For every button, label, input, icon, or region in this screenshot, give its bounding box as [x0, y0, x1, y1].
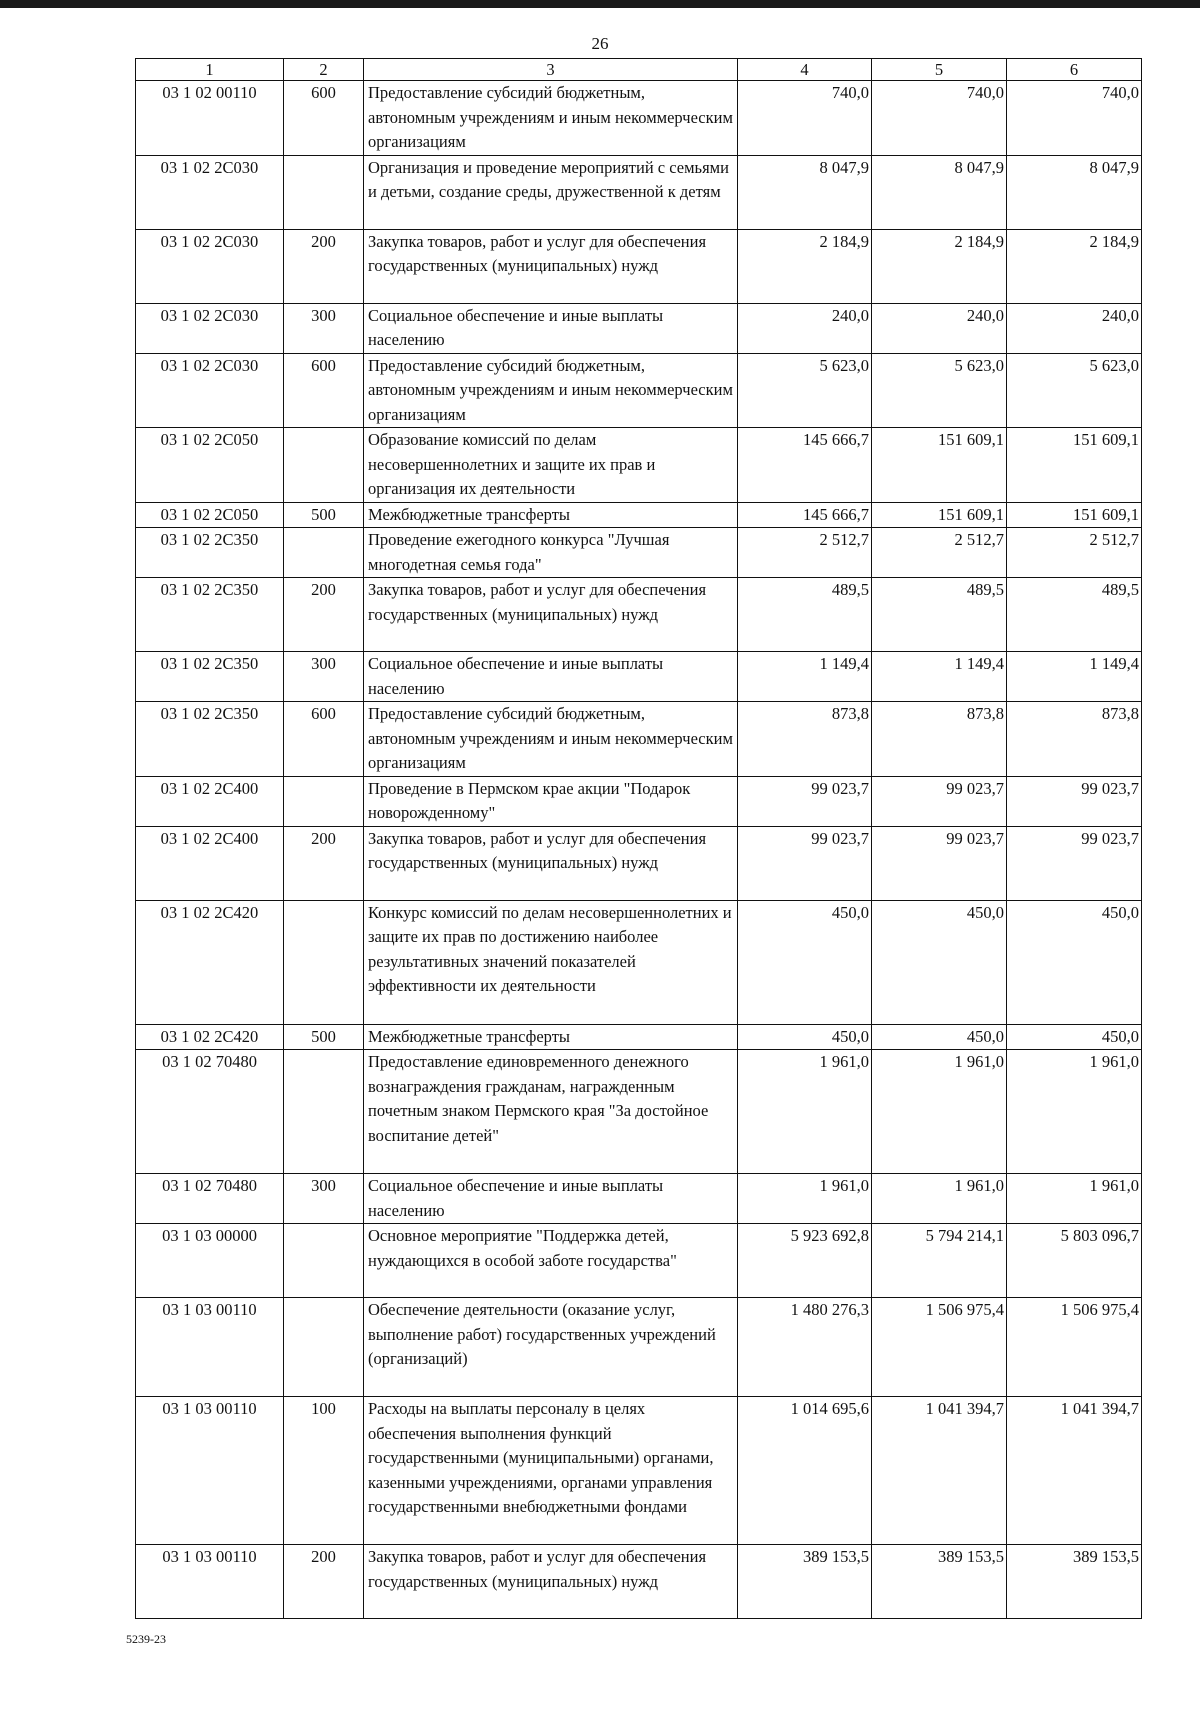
cell-expense-type: 100 [284, 1397, 364, 1545]
cell-code: 03 1 02 2С350 [136, 652, 284, 702]
table-row [136, 428, 1142, 503]
cell-code: 03 1 02 70480 [136, 1174, 284, 1224]
cell-expense-type: 500 [284, 502, 364, 528]
cell-value-col5: 240,0 [872, 303, 1007, 353]
table-row [136, 702, 1142, 777]
cell-value-col5: 5 623,0 [872, 353, 1007, 428]
cell-value-col4: 99 023,7 [738, 826, 872, 900]
cell-code: 03 1 02 2С030 [136, 229, 284, 303]
cell-value-col6: 2 512,7 [1007, 528, 1142, 578]
table-row [136, 578, 1142, 652]
table-row [136, 1545, 1142, 1619]
cell-code: 03 1 03 00110 [136, 1298, 284, 1397]
scan-edge [0, 0, 1200, 8]
cell-expense-type [284, 776, 364, 826]
table-row [136, 502, 1142, 528]
cell-value-col4: 489,5 [738, 578, 872, 652]
table-row [136, 1024, 1142, 1050]
cell-value-col5: 740,0 [872, 81, 1007, 156]
cell-value-col4: 1 014 695,6 [738, 1397, 872, 1545]
cell-name: Предоставление субсидий бюджетным, автономным учреждениям и иным некоммерческим организациям [364, 353, 738, 428]
table-row [136, 303, 1142, 353]
cell-name: Социальное обеспечение и иные выплаты населению [364, 303, 738, 353]
header-col-5: 5 [872, 59, 1007, 81]
cell-name: Образование комиссий по делам несовершеннолетних и защите их прав и организация их деятельности [364, 428, 738, 503]
cell-name: Межбюджетные трансферты [364, 1024, 738, 1050]
cell-value-col5: 99 023,7 [872, 826, 1007, 900]
cell-value-col4: 450,0 [738, 900, 872, 1024]
cell-expense-type [284, 528, 364, 578]
cell-code: 03 1 02 70480 [136, 1050, 284, 1174]
cell-code: 03 1 02 2С050 [136, 428, 284, 503]
cell-name: Закупка товаров, работ и услуг для обеспечения государственных (муниципальных) нужд [364, 826, 738, 900]
cell-value-col6: 8 047,9 [1007, 155, 1142, 229]
cell-expense-type: 200 [284, 578, 364, 652]
cell-expense-type: 300 [284, 1174, 364, 1224]
table-row [136, 1050, 1142, 1174]
cell-code: 03 1 02 2С030 [136, 303, 284, 353]
table-body [136, 81, 1142, 1619]
cell-expense-type [284, 900, 364, 1024]
header-col-6: 6 [1007, 59, 1142, 81]
cell-code: 03 1 02 2С030 [136, 353, 284, 428]
cell-name: Закупка товаров, работ и услуг для обеспечения государственных (муниципальных) нужд [364, 229, 738, 303]
cell-expense-type [284, 1050, 364, 1174]
cell-value-col5: 2 512,7 [872, 528, 1007, 578]
cell-value-col4: 740,0 [738, 81, 872, 156]
cell-value-col6: 389 153,5 [1007, 1545, 1142, 1619]
cell-name: Закупка товаров, работ и услуг для обеспечения государственных (муниципальных) нужд [364, 578, 738, 652]
cell-name: Проведение в Пермском крае акции "Подарок новорожденному" [364, 776, 738, 826]
cell-value-col6: 99 023,7 [1007, 776, 1142, 826]
cell-name: Расходы на выплаты персоналу в целях обеспечения выполнения функций государственными (муниципальными) органами, казенными учреждениями, органами управления государственными внебюджетными фондами [364, 1397, 738, 1545]
table-row [136, 155, 1142, 229]
cell-value-col6: 1 041 394,7 [1007, 1397, 1142, 1545]
cell-name: Организация и проведение мероприятий с семьями и детьми, создание среды, дружественной к детям [364, 155, 738, 229]
cell-value-col6: 99 023,7 [1007, 826, 1142, 900]
cell-value-col5: 450,0 [872, 900, 1007, 1024]
cell-code: 03 1 02 2С420 [136, 1024, 284, 1050]
cell-value-col4: 1 961,0 [738, 1174, 872, 1224]
cell-value-col6: 151 609,1 [1007, 428, 1142, 503]
cell-value-col5: 1 961,0 [872, 1050, 1007, 1174]
cell-name: Предоставление единовременного денежного вознаграждения гражданам, награжденным почетным знаком Пермского края "За достойное воспитание детей" [364, 1050, 738, 1174]
cell-value-col5: 151 609,1 [872, 428, 1007, 503]
cell-code: 03 1 03 00110 [136, 1545, 284, 1619]
cell-name: Предоставление субсидий бюджетным, автономным учреждениям и иным некоммерческим организациям [364, 81, 738, 156]
cell-code: 03 1 03 00000 [136, 1224, 284, 1298]
cell-code: 03 1 03 00110 [136, 1397, 284, 1545]
table-row [136, 528, 1142, 578]
cell-name: Предоставление субсидий бюджетным, автономным учреждениям и иным некоммерческим организациям [364, 702, 738, 777]
cell-value-col6: 1 961,0 [1007, 1174, 1142, 1224]
table-row [136, 1224, 1142, 1298]
cell-name: Социальное обеспечение и иные выплаты населению [364, 652, 738, 702]
cell-value-col4: 1 149,4 [738, 652, 872, 702]
cell-value-col5: 151 609,1 [872, 502, 1007, 528]
cell-value-col4: 5 623,0 [738, 353, 872, 428]
document-code: 5239-23 [126, 1632, 166, 1646]
cell-value-col6: 740,0 [1007, 81, 1142, 156]
cell-code: 03 1 02 2С030 [136, 155, 284, 229]
cell-value-col5: 8 047,9 [872, 155, 1007, 229]
cell-value-col6: 1 149,4 [1007, 652, 1142, 702]
cell-expense-type [284, 428, 364, 503]
cell-value-col5: 450,0 [872, 1024, 1007, 1050]
cell-code: 03 1 02 2С400 [136, 826, 284, 900]
header-col-1: 1 [136, 59, 284, 81]
cell-expense-type: 600 [284, 702, 364, 777]
page-number: 26 [591, 34, 609, 53]
cell-value-col5: 1 961,0 [872, 1174, 1007, 1224]
table-row [136, 81, 1142, 156]
cell-expense-type: 600 [284, 81, 364, 156]
cell-value-col4: 145 666,7 [738, 502, 872, 528]
cell-value-col5: 1 041 394,7 [872, 1397, 1007, 1545]
cell-value-col5: 1 149,4 [872, 652, 1007, 702]
cell-code: 03 1 02 2С050 [136, 502, 284, 528]
cell-code: 03 1 02 2С350 [136, 528, 284, 578]
cell-value-col4: 1 480 276,3 [738, 1298, 872, 1397]
table-row [136, 1397, 1142, 1545]
table-row [136, 1298, 1142, 1397]
cell-value-col4: 1 961,0 [738, 1050, 872, 1174]
cell-expense-type: 200 [284, 1545, 364, 1619]
cell-value-col5: 1 506 975,4 [872, 1298, 1007, 1397]
cell-value-col5: 99 023,7 [872, 776, 1007, 826]
cell-name: Закупка товаров, работ и услуг для обеспечения государственных (муниципальных) нужд [364, 1545, 738, 1619]
header-col-3: 3 [364, 59, 738, 81]
budget-table [135, 58, 1142, 1619]
cell-value-col6: 2 184,9 [1007, 229, 1142, 303]
cell-value-col6: 1 961,0 [1007, 1050, 1142, 1174]
cell-value-col6: 151 609,1 [1007, 502, 1142, 528]
cell-name: Социальное обеспечение и иные выплаты населению [364, 1174, 738, 1224]
cell-value-col4: 2 184,9 [738, 229, 872, 303]
cell-value-col4: 2 512,7 [738, 528, 872, 578]
cell-value-col6: 873,8 [1007, 702, 1142, 777]
cell-name: Межбюджетные трансферты [364, 502, 738, 528]
cell-name: Проведение ежегодного конкурса "Лучшая многодетная семья года" [364, 528, 738, 578]
cell-value-col4: 389 153,5 [738, 1545, 872, 1619]
header-col-4: 4 [738, 59, 872, 81]
cell-expense-type: 600 [284, 353, 364, 428]
cell-value-col5: 489,5 [872, 578, 1007, 652]
cell-expense-type: 200 [284, 826, 364, 900]
cell-code: 03 1 02 2С420 [136, 900, 284, 1024]
cell-value-col6: 450,0 [1007, 1024, 1142, 1050]
cell-value-col6: 5 623,0 [1007, 353, 1142, 428]
budget-table-container [135, 58, 1141, 1619]
cell-value-col5: 389 153,5 [872, 1545, 1007, 1619]
cell-value-col4: 145 666,7 [738, 428, 872, 503]
cell-value-col6: 1 506 975,4 [1007, 1298, 1142, 1397]
cell-value-col6: 450,0 [1007, 900, 1142, 1024]
cell-name: Конкурс комиссий по делам несовершеннолетних и защите их прав по достижению наиболее результативных значений показателей эффективности их деятельности [364, 900, 738, 1024]
table-row [136, 652, 1142, 702]
cell-code: 03 1 02 2С400 [136, 776, 284, 826]
cell-value-col4: 8 047,9 [738, 155, 872, 229]
cell-expense-type [284, 155, 364, 229]
table-row [136, 229, 1142, 303]
cell-code: 03 1 02 00110 [136, 81, 284, 156]
cell-name: Основное мероприятие "Поддержка детей, нуждающихся в особой заботе государства" [364, 1224, 738, 1298]
cell-code: 03 1 02 2С350 [136, 702, 284, 777]
cell-value-col5: 873,8 [872, 702, 1007, 777]
table-row [136, 776, 1142, 826]
cell-value-col6: 489,5 [1007, 578, 1142, 652]
cell-value-col4: 5 923 692,8 [738, 1224, 872, 1298]
table-row [136, 1174, 1142, 1224]
cell-value-col5: 2 184,9 [872, 229, 1007, 303]
cell-name: Обеспечение деятельности (оказание услуг, выполнение работ) государственных учреждений (организаций) [364, 1298, 738, 1397]
cell-value-col4: 99 023,7 [738, 776, 872, 826]
table-row [136, 353, 1142, 428]
cell-value-col6: 5 803 096,7 [1007, 1224, 1142, 1298]
cell-expense-type [284, 1298, 364, 1397]
cell-value-col6: 240,0 [1007, 303, 1142, 353]
cell-expense-type: 200 [284, 229, 364, 303]
cell-expense-type: 300 [284, 303, 364, 353]
header-row [136, 59, 1142, 81]
cell-code: 03 1 02 2С350 [136, 578, 284, 652]
cell-value-col4: 240,0 [738, 303, 872, 353]
cell-expense-type: 300 [284, 652, 364, 702]
header-col-2: 2 [284, 59, 364, 81]
table-row [136, 900, 1142, 1024]
cell-value-col5: 5 794 214,1 [872, 1224, 1007, 1298]
cell-value-col4: 873,8 [738, 702, 872, 777]
cell-value-col4: 450,0 [738, 1024, 872, 1050]
table-row [136, 826, 1142, 900]
cell-expense-type [284, 1224, 364, 1298]
cell-expense-type: 500 [284, 1024, 364, 1050]
